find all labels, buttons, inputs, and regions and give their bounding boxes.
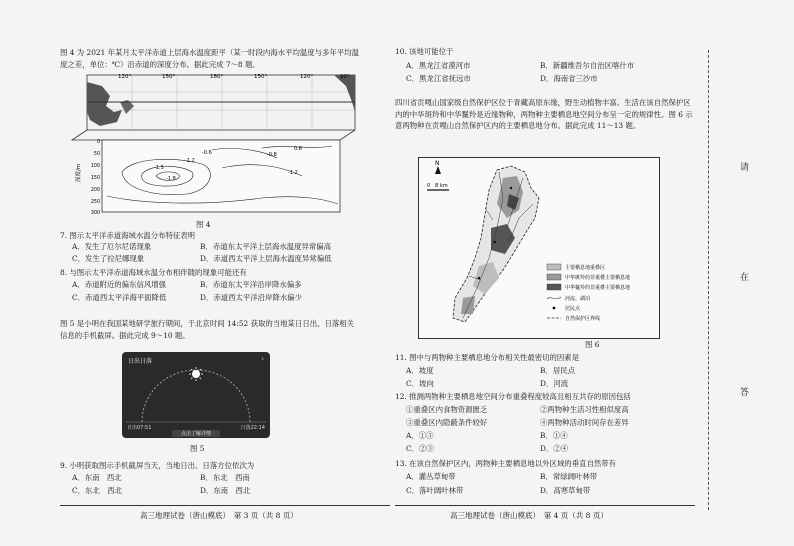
q10-option-c[interactable]: C．黑龙江省抚远市 bbox=[406, 74, 471, 83]
figure-6-map bbox=[418, 157, 660, 339]
depth-axis-label: 深度/m bbox=[76, 163, 82, 182]
sidebar-char: 答 bbox=[740, 388, 750, 398]
q10-option-a[interactable]: A．黑龙江省漠河市 bbox=[406, 61, 471, 70]
lon-label: 150° bbox=[254, 74, 268, 80]
legend-river: 河流、湖泊 bbox=[565, 296, 591, 302]
q7-option-b[interactable]: B．赤道东太平洋上层海水温度异常偏高 bbox=[200, 242, 332, 251]
q9-option-a[interactable]: A．东南 西北 bbox=[72, 473, 122, 482]
q7-option-c[interactable]: C．发生了拉尼娜现象 bbox=[72, 254, 145, 263]
depth-tick: 300 bbox=[90, 211, 100, 216]
right-footer-rule bbox=[395, 505, 695, 506]
sidebar-char: 在 bbox=[740, 273, 750, 283]
chevron-right-icon[interactable]: › bbox=[261, 355, 264, 363]
q11-option-d[interactable]: D．河流 bbox=[540, 379, 569, 388]
q8-stem: 8. 与图示太平洋赤道海域水温分布相伴随的现象可能还有 bbox=[60, 268, 247, 277]
fig4-intro: 图 4 为 2021 年某月太平洋赤道上层海水温度距平（某一时段内海水平均温度与多年平均温度之差，单位：℃）沿赤道的深度分布。据此完成 7～8 题。 bbox=[60, 48, 359, 69]
left-footer-rule bbox=[60, 505, 390, 506]
legend-overlap: 主要栖息地重叠区 bbox=[565, 265, 606, 271]
sun-icon bbox=[189, 367, 203, 381]
q7-stem: 7. 图示太平洋赤道海域水温分布特征表明 bbox=[60, 231, 196, 240]
depth-tick: 100 bbox=[90, 164, 100, 169]
legend-settlement: 居民点 bbox=[565, 306, 581, 312]
legend-reserve-boundary: 自然保护区界线 bbox=[565, 316, 601, 322]
binding-line bbox=[708, 50, 709, 510]
fig6-caption: 图 6 bbox=[585, 340, 600, 349]
contour-label: -1.5 bbox=[154, 165, 164, 171]
figure-6-graphic bbox=[419, 158, 659, 338]
sunrise-sunset-title: 日出日落 bbox=[128, 358, 153, 365]
q8-option-c[interactable]: C．赤道西太平洋海平面降低 bbox=[72, 293, 167, 302]
q9-option-b[interactable]: B．东北 西南 bbox=[200, 473, 250, 482]
left-page-footer: 高三地理试卷（唐山模底） 第 3 页（共 8 页） bbox=[140, 511, 298, 520]
contour-label: -1.2 bbox=[288, 170, 298, 176]
sidebar-char: 请 bbox=[740, 163, 750, 173]
figure-5-phone-screen bbox=[122, 352, 270, 438]
q12-item-3: ③重叠区内隐蔽条件较好 bbox=[406, 418, 488, 427]
q9-option-c[interactable]: C．东北 西北 bbox=[72, 486, 122, 495]
figure-4-graphic bbox=[62, 72, 362, 222]
depth-tick: 150 bbox=[90, 176, 100, 181]
fig4-caption: 图 4 bbox=[196, 220, 211, 229]
depth-tick: 50 bbox=[93, 152, 100, 157]
depth-tick: 200 bbox=[90, 188, 100, 193]
q8-option-a[interactable]: A．赤道附近的偏东信风增强 bbox=[72, 280, 167, 289]
q13-option-a[interactable]: A．灌丛草甸带 bbox=[406, 472, 456, 481]
q8-option-d[interactable]: D．赤道西太平洋沿岸降水偏少 bbox=[200, 293, 303, 302]
q12-item-2: ②两物种生活习性相似度高 bbox=[540, 405, 629, 414]
q11-stem: 11. 图中与两物种主要栖息地分布相关性最密切的因素是 bbox=[395, 353, 580, 362]
lon-label: 120° bbox=[300, 74, 314, 80]
q12-option-b[interactable]: B．①④ bbox=[540, 431, 568, 440]
sunset-time: 日落22:14 bbox=[240, 425, 265, 431]
q9-stem: 9. 小明获取图示手机截屏当天，当地日出、日落方位依次为 bbox=[60, 461, 255, 470]
legend-lieling: 中华鬣羚的非重叠主要栖息地 bbox=[565, 285, 631, 291]
q13-stem: 13. 在该自然保护区内，两物种主要栖息地以外区域的垂直自然带有 bbox=[395, 459, 617, 468]
q12-option-d[interactable]: D．②④ bbox=[540, 444, 569, 453]
q8-option-b[interactable]: B．赤道东太平洋沿岸降水偏多 bbox=[200, 280, 302, 289]
q11-option-a[interactable]: A．坡度 bbox=[406, 366, 434, 375]
q10-stem: 10. 该地可能位于 bbox=[395, 47, 454, 56]
lon-label: 120° bbox=[118, 74, 132, 80]
q7-option-a[interactable]: A．发生了厄尔尼诺现象 bbox=[72, 242, 152, 251]
fig5-caption: 图 5 bbox=[190, 444, 205, 453]
contour-label: -1.8 bbox=[166, 176, 176, 182]
q13-option-d[interactable]: D．高寒草甸带 bbox=[540, 486, 591, 495]
sunrise-time: 日出07:51 bbox=[127, 425, 152, 431]
q10-option-b[interactable]: B．新疆维吾尔自治区喀什市 bbox=[540, 61, 635, 70]
lon-label: 150° bbox=[162, 74, 176, 80]
q13-option-c[interactable]: C．落叶阔叶林带 bbox=[406, 486, 464, 495]
scale-bar: 0 8 km bbox=[427, 183, 448, 189]
q12-item-1: ①重叠区内食物资源匮乏 bbox=[406, 405, 488, 414]
learn-more-button[interactable]: 点击了解详情 bbox=[172, 430, 220, 437]
fig5-intro: 图 5 是小明在我国某地研学旅行期间，于北京时间 14:52 获取的当地某日日出、日落相关信息的手机截屏。据此完成 9～10 题。 bbox=[60, 319, 355, 340]
q12-item-4: ④两物种活动时间存在差异 bbox=[540, 418, 629, 427]
q11-option-c[interactable]: C．坡向 bbox=[406, 379, 434, 388]
q9-option-d[interactable]: D．东南 西北 bbox=[200, 486, 251, 495]
contour-label: -1.2 bbox=[185, 158, 195, 164]
depth-tick: 0 bbox=[96, 140, 100, 145]
q10-option-d[interactable]: D．海南省三沙市 bbox=[540, 74, 598, 83]
north-arrow-icon bbox=[435, 160, 441, 174]
svg-text:N: N bbox=[435, 160, 440, 167]
contour-label: -0.6 bbox=[202, 150, 212, 156]
q12-stem: 12. 推测两物种主要栖息地空间分布重叠程度较高且相互共存的原因包括 bbox=[395, 392, 631, 401]
q13-option-b[interactable]: B．常绿阔叶林带 bbox=[540, 472, 598, 481]
legend-banling: 中华斑羚的非重叠主要栖息地 bbox=[565, 275, 631, 281]
right-page-footer: 高三地理试卷（唐山模底） 第 4 页（共 8 页） bbox=[450, 511, 608, 520]
contour-label: -0.8 bbox=[267, 152, 277, 158]
q11-option-b[interactable]: B．居民点 bbox=[540, 366, 575, 375]
q12-option-a[interactable]: A．①③ bbox=[406, 431, 434, 440]
fig6-intro: 四川省贡嘎山国家级自然保护区位于青藏高原东缘，野生动植物丰富。生活在该自然保护区内的中华斑羚和中华鬣羚是近缘物种，两物种主要栖息地空间分布呈一定的规律性。图 6 示意两物种在贡嘎山自然保护区内的主要栖息地分布。据此完成 11～13 题。 bbox=[395, 98, 693, 130]
contour-label: 0.6 bbox=[294, 146, 302, 152]
q7-option-d[interactable]: D．赤道西太平洋上层海水温度异常偏低 bbox=[200, 254, 332, 263]
figure-4 bbox=[62, 72, 362, 222]
q12-option-c[interactable]: C．②③ bbox=[406, 444, 434, 453]
depth-tick: 250 bbox=[90, 200, 100, 205]
lon-label: 180° bbox=[210, 74, 224, 80]
lon-label: 90° bbox=[340, 74, 350, 80]
